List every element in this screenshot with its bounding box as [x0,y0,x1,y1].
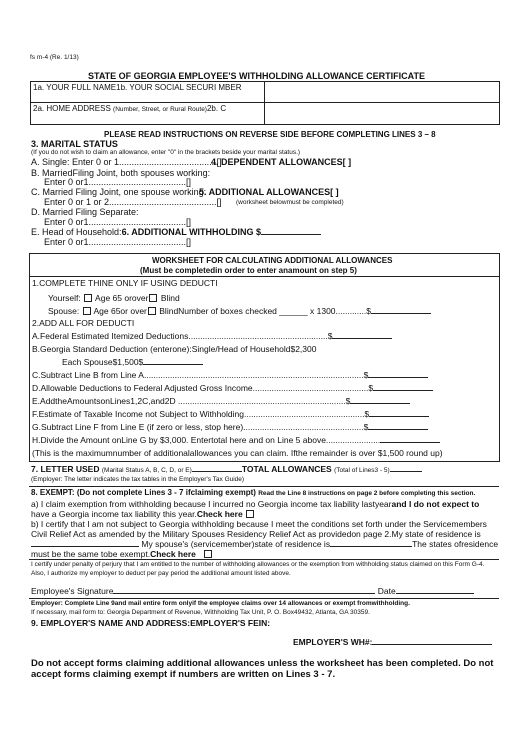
marital-head-household-entry[interactable]: Enter 0 or1.......................................[] [44,237,192,247]
divider [29,486,499,487]
worksheet-line-B-spouse: Each Spouse$1,500$ [62,357,203,367]
employer-note-1: Employer: Complete Line 9and mail entire form onlyif the employee claims over 14 allowances or exempt fromwithholding. [31,600,410,607]
divider [29,598,499,599]
employer-line-9: 9. EMPLOYER'S NAME AND ADDRESS:EMPLOYER'S FEIN: [31,618,271,628]
spouse-row: Spouse: Age 65or over BlindNumber of boxes checked ______ x 1300.............$ [48,306,431,316]
employer-note-2: If necessary, mail form to: Georgia Department of Revenue, Withholding Tax Unit, P. O. Box49432, Atlanta, GA 30359. [31,609,370,616]
worksheet-line-G: G.Subtract Line F from Line E (if zero or less, stop here)...................................................$ [32,422,428,432]
worksheet-line-B: B.Georgia Standard Deduction (enterone):Single/Head of Household$2,300 [32,344,317,354]
exempt-heading: 8. EXEMPT: (Do not complete Lines 3 - 7 ifclaiming exempt) Read the Line 8 instructions on page 2 before completing this section. [31,488,476,497]
yourself-blind-checkbox[interactable] [149,294,157,302]
worksheet-line-D: D.Allowable Deductions to Federal Adjusted Gross Income.................................................$ [32,383,433,393]
employer-wh-field[interactable] [372,644,492,645]
worksheet-line-E: E.AddtheAmountsonLines1,2C,and2D .......................................................................$ [32,396,410,406]
exempt-b1: b) I certify that I am not subject to Georgia withholding because I meet the conditions set forth under the Servicemembers [31,519,487,529]
yourself-row: Yourself: Age 65 orover Blind [48,293,180,303]
signature-row: Employee's Signature Date [31,586,474,596]
dependent-allowances[interactable]: 4. DEPENDENT ALLOWANCES[ ] [211,157,352,167]
exempt-a1: a) I claim exemption from withholding because I incurred no Georgia income tax liability lastyearand I do not expect to [31,499,480,509]
letter-used-row: 7. LETTER USED (Marital Status A, B, C, D, or E) TOTAL ALLOWANCES (Total of Lines3 - 5) [31,464,422,474]
marital-joint-both-entry[interactable]: Enter 0 or1.......................................[] [44,177,192,187]
instructions-bar: PLEASE READ INSTRUCTIONS ON REVERSE SIDE BEFORE COMPLETING LINES 3 – 8 [104,130,436,139]
footer-warning: Do not accept forms claiming additional allowances unless the worksheet has been completed. Do not accept forms claiming exempt if numbers are written on Lines 3 - 7. [31,658,494,680]
exempt-a-checkbox[interactable] [246,510,254,518]
worksheet-line-H: H.Divide the Amount onLine G by $3,000. Entertotal here and on Line 5 above....................... [32,435,440,445]
yourself-age-checkbox[interactable] [84,294,92,302]
exempt-a2: have a Georgia income tax liability this year.Check here [31,509,255,519]
marital-note: (If you do not wish to claim an allowance, enter "0" in the brackets beside your marital status.) [31,149,301,156]
worksheet-line-2: 2.ADD ALL FOR DEDUCTI [32,318,135,328]
exempt-b3: My spouse's (servicemember)state of residence is The states ofresidence [31,539,498,549]
date-field[interactable] [396,593,474,594]
marital-heading: 3. MARITAL STATUS [31,139,118,149]
spouse-state-field[interactable] [330,546,412,547]
exempt-b2: Civil Relief Act as amended by the Military Spouses Residency Relief Act as providedon page 2.My state of residence is [31,529,481,539]
worksheet-line-F: F.Estimate of Taxable Income not Subject to Withholding...................................................$ [32,409,429,419]
divider [30,102,500,103]
marital-joint-one: C. Married Filing Joint, one spouse working: [31,187,207,197]
my-state-field[interactable] [31,546,139,547]
form-id: fs m-4 (Re. 1/13) [30,54,79,61]
divider [29,559,499,560]
worksheet-note: (worksheet belowmust be completed) [236,199,344,206]
marital-single[interactable]: A. Single: Enter 0 or 1.......................................[] [31,157,222,167]
worksheet-line-I: (This is the maximumnumber of additionalallowances you can claim. Ifthe remainder is over $1,500 round up) [32,448,443,458]
worksheet-line-C: C.Subtract Line B from Line A.............................................................................................$ [32,370,428,380]
spouse-blind-checkbox[interactable] [148,307,156,315]
marital-separate-entry[interactable]: Enter 0 or1.......................................[] [44,217,192,227]
exempt-b-checkbox[interactable] [204,550,212,558]
ssn-field[interactable] [267,92,495,101]
employer-wh-row: EMPLOYER'S WH#: [293,637,492,647]
additional-withholding[interactable]: 6. ADDITIONAL WITHHOLDING $ [121,227,262,237]
additional-allowances[interactable]: 5. ADDITIONAL ALLOWANCES[ ] [199,187,339,197]
full-name-label: 1a. YOUR FULL NAME1b. YOUR SOCIAL SECURI MBER [33,83,242,92]
spouse-age-checkbox[interactable] [83,307,91,315]
worksheet-line-A: A.Federal Estimated Itemized Deductions...........................................................$ [32,331,392,341]
certification-text: I certify under penalty of perjury that I am entitled to the number of withholding allowances or the exemption from withholding status claimed on this Form G-4. Also, I authorize my employer to deduct per pay period the additional amount listed above. [31,561,485,577]
marital-joint-both: B. MarriedFiling Joint, both spouses working: [31,168,211,178]
divider [29,276,499,277]
worksheet-subtitle: (Must be completedin order to enter anamount on step 5) [140,266,357,275]
signature-field[interactable] [113,593,375,594]
marital-separate: D. Married Filing Separate: [31,207,139,217]
marital-joint-one-entry[interactable]: Enter 0 or 1 or 2...........................................[] [44,197,222,207]
exempt-b4: must be the same tobe exempt.Check here [31,549,213,559]
home-address-label: 2a. HOME ADDRESS (Number, Street, or Rural Route)2b. C [33,104,227,113]
worksheet-title: WORKSHEET FOR CALCULATING ADDITIONAL ALLOWANCES [152,256,393,265]
letter-note: (Employer: The letter indicates the tax tables in the Employer's Tax Guide) [31,476,245,483]
full-name-field[interactable] [33,92,261,101]
page-title: STATE OF GEORGIA EMPLOYEE'S WITHHOLDING ALLOWANCE CERTIFICATE [88,71,425,81]
worksheet-line-1: 1.COMPLETE THINE ONLY IF USING DEDUCTI [32,278,218,288]
marital-head-household: E. Head of Household:6. ADDITIONAL WITHHOLDING $ [31,227,321,237]
divider [264,81,265,124]
